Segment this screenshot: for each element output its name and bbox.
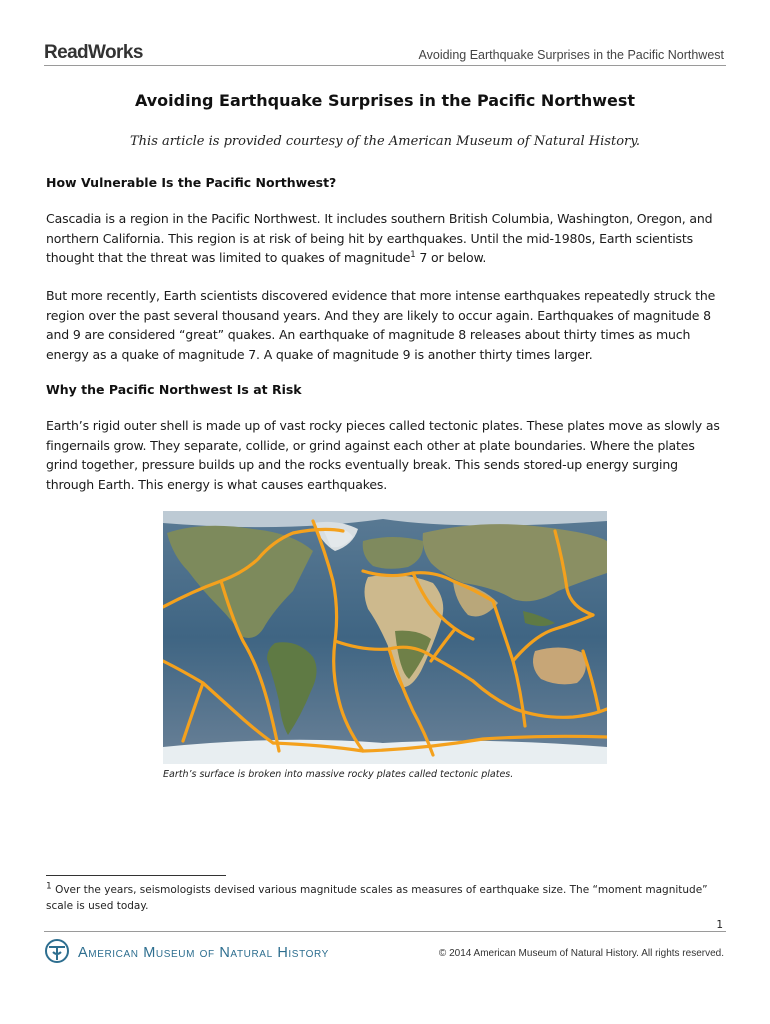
footnote-text: Over the years, seismologists devised various magnitude scales as measures of earthquake size. The “moment magnitude” scale is used today. bbox=[46, 884, 708, 912]
amnh-name: American Museum of Natural History bbox=[78, 945, 329, 961]
footnote-ref[interactable]: 1 bbox=[410, 249, 416, 260]
article-title: Avoiding Earthquake Surprises in the Pacific Northwest bbox=[134, 91, 636, 110]
section-heading-risk: Why the Pacific Northwest Is at Risk bbox=[46, 382, 302, 397]
figure-caption: Earth’s surface is broken into massive rocky plates called tectonic plates. bbox=[163, 769, 514, 780]
footnote-marker: 1 bbox=[46, 881, 52, 892]
footer-divider bbox=[44, 931, 726, 932]
paragraph-tectonic-plates: Earth’s rigid outer shell is made up of vast rocky pieces called tectonic plates. These plates move as slowly as fingernails grow. They separate, collide, or grind against each other at plate boundaries. Where the plates grind together, pressure builds up and the rocks eventually break. This sends stored-up energy surging through Earth. This energy is what causes earthquakes. bbox=[46, 418, 720, 492]
footnote-divider bbox=[46, 875, 226, 876]
running-header-title: Avoiding Earthquake Surprises in the Pacific Northwest bbox=[418, 48, 724, 62]
paragraph-recent-evidence: But more recently, Earth scientists discovered evidence that more intense earthquakes repeatedly struck the region over the past several thousand years. And they are likely to occur again. Earthquakes of magnitude 8 and 9 are considered “great” quakes. An earthquake of magnitude 8 releases about thirty times as much energy as a quake of magnitude 7. A quake of magnitude 9 is another thirty times larger. bbox=[46, 288, 716, 362]
page-number: 1 bbox=[716, 919, 723, 931]
amnh-logo bbox=[44, 938, 329, 968]
paragraph-cascadia: Cascadia is a region in the Pacific Northwest. It includes southern British Columbia, Washington, Oregon, and northern California. This region is at risk of being hit by earthquakes. Until the mid-1980s, Earth scientists thought that the threat was limited to quakes of magnitude$^1$ 7 or below. bbox=[46, 211, 713, 265]
section-heading-vulnerable: How Vulnerable Is the Pacific Northwest? bbox=[46, 175, 337, 190]
copyright-notice: © 2014 American Museum of Natural History. All rights reserved. bbox=[438, 948, 724, 959]
header-divider bbox=[44, 65, 726, 66]
footnote bbox=[46, 882, 736, 914]
amnh-emblem-icon bbox=[44, 938, 70, 968]
tectonic-plates-map bbox=[163, 511, 607, 764]
readworks-logo: ReadWorks bbox=[44, 42, 143, 63]
courtesy-line: This article is provided courtesy of the American Museum of Natural History. bbox=[130, 134, 640, 149]
